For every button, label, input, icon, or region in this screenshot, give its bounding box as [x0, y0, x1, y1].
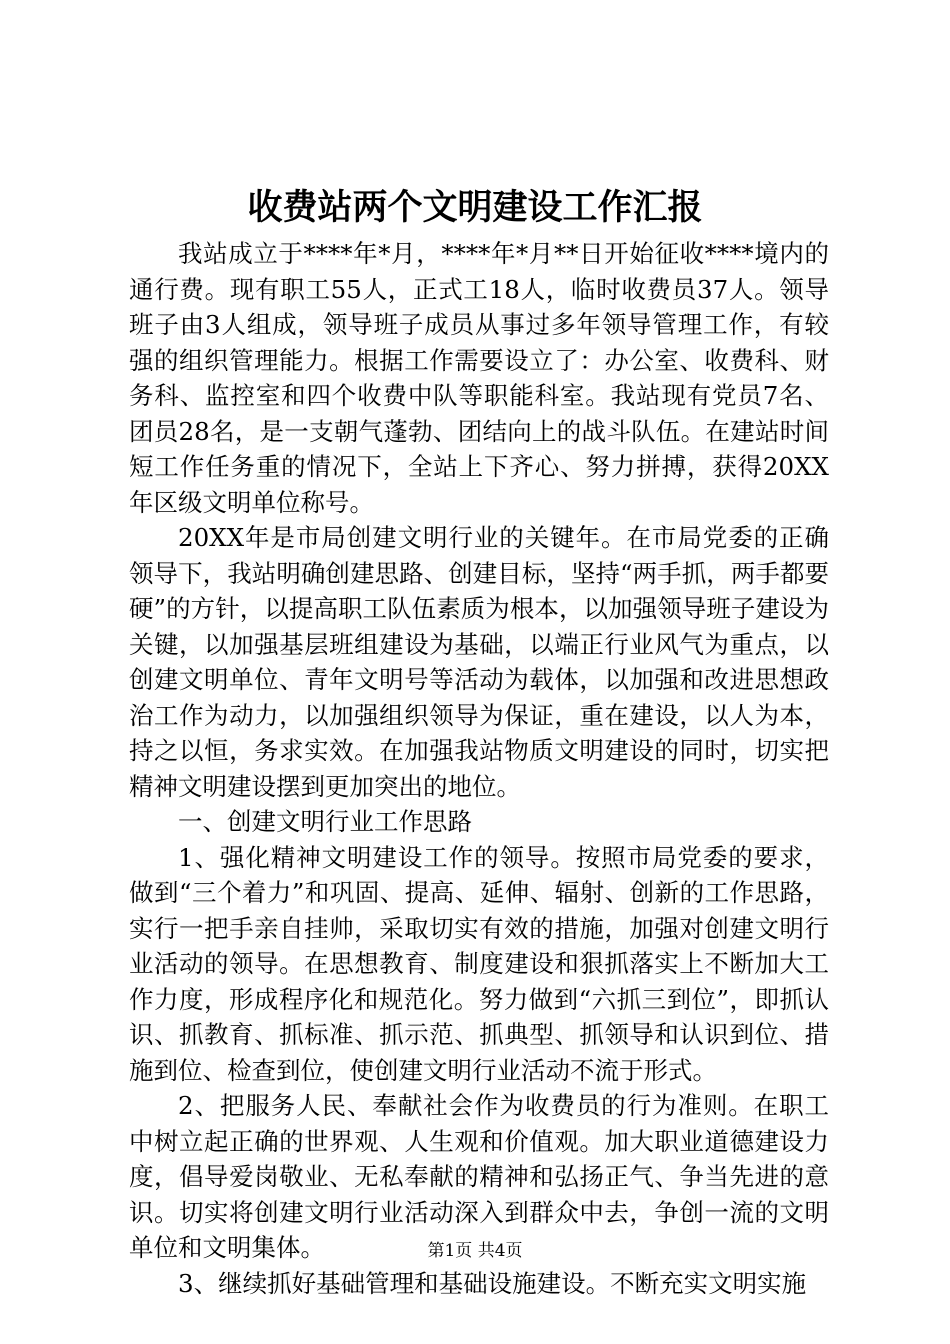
document-body [129, 236, 829, 1301]
page-footer: 第1页 共4页 [427, 1241, 523, 1261]
list-item: 2、把服务人民、奉献社会作为收费员的行为准则。在职工中树立起正确的世界观、人生观和价值观。加大职业道德建设力度，倡导爱岗敬业、无私奉献的精神和弘扬正气、争当先进的意识。切实将创建文明行业活动深入到群众中去，争创一流的文明单位和文明集体。 [129, 1091, 829, 1262]
document-title: 收费站两个文明建设工作汇报 [247, 187, 703, 228]
section-heading: 一、创建文明行业工作思路 [178, 807, 472, 836]
intro-paragraph: 我站成立于****年*月，****年*月**日开始征收****境内的通行费。现有职工55人，正式工18人，临时收费员37人。领导班子由3人组成，领导班子成员从事过多年领导管理工作，有较强的组织管理能力。根据工作需要设立了：办公室、收费科、财务科、监控室和四个收费中队等职能科室。我站现有党员7名、团员28名，是一支朝气蓬勃、团结向上的战斗队伍。在建站时间短工作任务重的情况下，全站上下齐心、努力拼搏，获得20XX年区级文明单位称号。 [129, 239, 829, 517]
list-item: 1、强化精神文明建设工作的领导。按照市局党委的要求，做到“三个着力”和巩固、提高、延伸、辐射、创新的工作思路，实行一把手亲自挂帅，采取切实有效的措施，加强对创建文明行业活动的领导。在思想教育、制度建设和狠抓落实上不断加大工作力度，形成程序化和规范化。努力做到“六抓三到位”，即抓认识、抓教育、抓标准、抓示范、抓典型、抓领导和认识到位、措施到位、检查到位，使创建文明行业活动不流于形式。 [129, 842, 829, 1085]
list-item: 3、继续抓好基础管理和基础设施建设。不断充实文明实施 [178, 1268, 807, 1298]
key-year-paragraph: 20XX年是市局创建文明行业的关键年。在市局党委的正确领导下，我站明确创建思路、创建目标，坚持“两手抓，两手都要硬”的方针，以提高职工队伍素质为根本，以加强领导班子建设为关键，以加强基层班组建设为基础，以端正行业风气为重点，以创建文明单位、青年文明号等活动为载体，以加强和改进思想政治工作为动力，以加强组织领导为保证，重在建设，以人为本，持之以恒，务求实效。在加强我站物质文明建设的同时，切实把精神文明建设摆到更加突出的地位。 [129, 523, 829, 801]
